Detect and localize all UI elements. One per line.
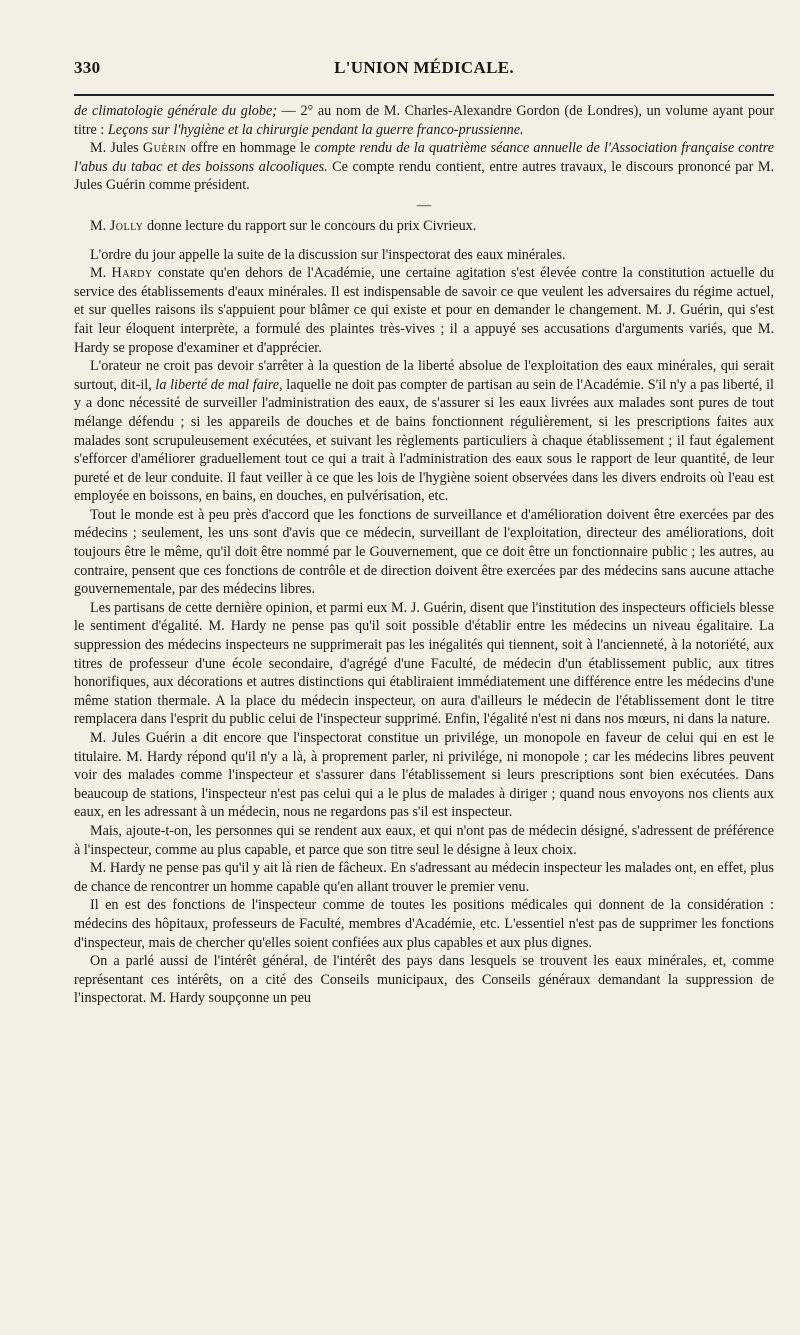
paragraph-3: M. Jolly donne lecture du rapport sur le concours du prix Civrieux.: [90, 217, 477, 234]
paragraph-2: M. Jules Guérin offre en hommage le compte rendu de la quatrième séance annuelle de l'Association française contre l'abus du tabac et des boissons alcooliques. Ce compte rendu contient, entre autres travaux, le discours prononcé par M. Jules Guérin comme président.: [74, 140, 774, 194]
paragraph-12: Il en est des fonctions de l'inspecteur comme de toutes les positions médicales qui donnent de la considération : médecins des hôpitaux, professeurs de Faculté, membres d'Académie, etc. L'essentiel n'est pas de supprimer les fonctions d'inspecteur, mais de chercher qu'elles soient confiées aux plus capables et aux plus dignes.: [74, 897, 774, 951]
paragraph-5: M. Hardy constate qu'en dehors de l'Académie, une certaine agitation s'est élevée contre la constitution actuelle du service des établissements d'eaux minérales. Il est indispensable de savoir ce que veulent les adversaires du régime actuel, et sur quelles raisons ils s'appuient pour blâmer ce qui existe et pour en demander le changement. M. J. Guérin, qui s'est fait leur éloquent interprète, a formulé des plaintes très-vives ; il a appuyé ses accusations d'arguments variés, que M. Hardy se propose d'examiner et d'apprécier.: [74, 265, 774, 356]
paragraph-6: L'orateur ne croit pas devoir s'arrêter à la question de la liberté absolue de l'exploitation des eaux minérales, qui serait surtout, dit-il, la liberté de mal faire, laquelle ne doit pas compter de partisan au sein de l'Académie. S'il n'y a pas liberté, il y a donc nécessité de surveiller l'administration des eaux, de s'assurer si les eaux livrées aux malades sont pures de tout mélange défendu ; si les appareils de douches et de bains fonctionnent régulièrement, si les prescriptions faites aux malades sont scrupuleusement exécutées, et suivant les règlements particuliers à chaque établissement ; il faut également s'efforcer d'améliorer graduellement tout ce qui a trait à l'administration des eaux sous le rapport de leur quantité, de leur pureté et de leur conduite. Il faut veiller à ce que les lois de l'hygiène soient observées dans les divers endroits où l'eau est employée en boissons, en bains, en douches, en pulvérisation, etc.: [74, 358, 774, 505]
paragraph-9: M. Jules Guérin a dit encore que l'inspectorat constitue un privilége, un monopole en faveur de celui qui en est le titulaire. M. Hardy répond qu'il n'y a là, à proprement parler, ni privilége, ni monopole ; car les médecins libres peuvent voir des malades comme l'inspecteur et s'assurer dans l'établissement si leurs prescriptions sont bien exécutées. Dans beaucoup de stations, l'inspecteur n'est pas celui qui a le plus de malades à diriger ; quand nous envoyons nos clients aux eaux, en les adressant à un médecin, nous ne regardons pas s'il est inspecteur.: [74, 730, 774, 821]
paragraph-10: Mais, ajoute-t-on, les personnes qui se rendent aux eaux, et qui n'ont pas de médecin désigné, s'adressent de préférence à l'inspecteur, comme au plus capable, et parce que son titre seul le désigne à leux choix.: [74, 822, 774, 858]
section-separator: —: [417, 197, 431, 213]
paragraph-11: M. Hardy ne pense pas qu'il y ait là rien de fâcheux. En s'adressant au médecin inspecteur les malades ont, en effet, plus de chance de rencontrer un homme capable qu'en allant trouver le premier venu.: [74, 860, 774, 895]
running-header: [74, 58, 774, 88]
header-rule: [74, 94, 774, 96]
body-text: [74, 102, 774, 1008]
paragraph-8: Les partisans de cette dernière opinion, et parmi eux M. J. Guérin, disent que l'institution des inspecteurs officiels blesse le sentiment d'égalité. M. Hardy ne pense pas qu'il soit possible d'établir entre les médecins un niveau égalitaire. La suppression des médecins inspecteurs ne supprimerait pas les inégalités qui tiennent, soit à l'ancienneté, à la notoriété, aux titres de professeur d'une école secondaire, d'agrégé d'une Faculté, de médecin d'un établissement public, aux titres honorifiques, aux décorations et autres distinctions qui établiraient immédiatement une différence entre les médecins d'une même station thermale. A la place du médecin inspecteur, on aura d'ailleurs le médecin de l'établissement dont le titre remplacera dans l'esprit du public celui de l'inspecteur supprimé. Enfin, l'égalité n'est ni dans nos mœurs, ni dans la nature.: [74, 599, 774, 728]
paragraph-13: On a parlé aussi de l'intérêt général, de l'intérêt des pays dans lesquels se trouvent les eaux minérales, et, comme représentant ces intérêts, on a cité des Conseils municipaux, des Conseils généraux demandant la suppression de l'inspectorat. M. Hardy soupçonne un peu: [74, 953, 774, 1007]
journal-title: L'UNION MÉDICALE.: [334, 58, 514, 77]
paragraph-7: Tout le monde est à peu près d'accord que les fonctions de surveillance et d'amélioration doivent être exercées par des médecins ; seulement, les uns sont d'avis que ce médecin, surveillant de l'exploitation, directeur des améliorations, doit toujours être le même, qu'il doit être nommé par le Gouvernement, que ce doit être un fonctionnaire public ; les autres, au contraire, pensent que ces fonctions de contrôle et de direction doivent être exercées par des médecins sans aucune attache gouvernementale, par des médecins libres.: [74, 506, 774, 598]
paragraph-4: L'ordre du jour appelle la suite de la discussion sur l'inspectorat des eaux minérales.: [90, 246, 566, 263]
page-number: 330: [74, 58, 101, 77]
paragraph-1: de climatologie générale du globe; — 2° au nom de M. Charles-Alexandre Gordon (de Londres), un volume ayant pour titre : Leçons sur l'hygiène et la chirurgie pendant la guerre franco-prussienne.: [74, 103, 775, 138]
